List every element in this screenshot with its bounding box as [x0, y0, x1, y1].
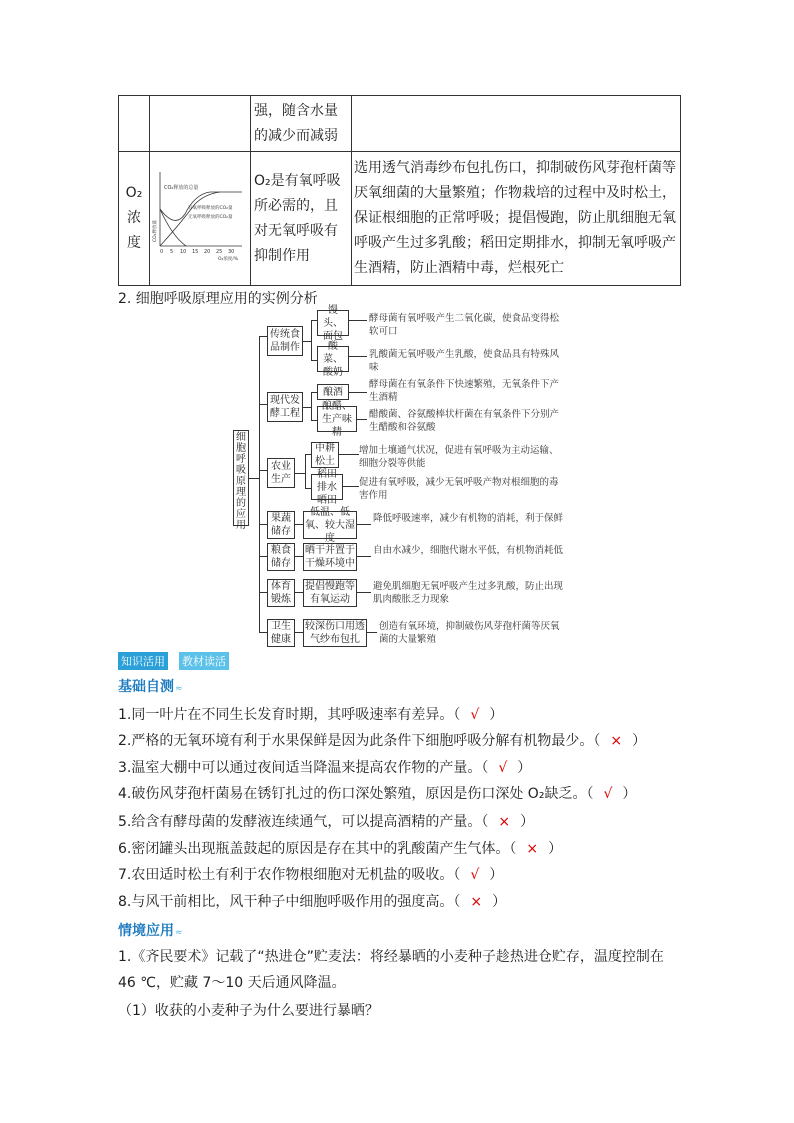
check-mark: √ [470, 867, 480, 883]
curve3-label: 无氧呼吸释放的CO₂量 [188, 215, 233, 220]
table-cell [251, 152, 352, 286]
tick: 25 [216, 249, 223, 255]
tick: 5 [170, 249, 174, 255]
item-box: 低温、低氧、较大湿度 [305, 506, 355, 544]
connector [259, 336, 260, 632]
table-cell [251, 96, 352, 152]
item-box: 酸菜、酸奶 [317, 346, 349, 372]
anaerobic-curve [160, 209, 186, 246]
table-text: O₂是有氧呼吸所必需的，且对无氧呼吸有抑制作用 [254, 172, 341, 264]
factor-table [118, 95, 681, 286]
item-box: 酿醋、生产味精 [317, 406, 357, 432]
group-box: 传统食品制作 [267, 326, 303, 356]
subheading-basic: 基础自测≈ [118, 679, 183, 695]
item-desc: 醋酸菌、谷氨酸棒状杆菌在有氧条件下分别产生醋酸和谷氨酸 [369, 409, 560, 433]
table-cell [352, 96, 681, 152]
table-text: 选用透气消毒纱布包扎伤口，抑制破伤风芽孢杆菌等厌氧细菌的大量繁殖；作物栽培的过程中及时松土，保证根细胞的正常呼吸；提倡慢跑，防止肌细胞无氧呼吸产生过多乳酸；稻田定期排水，抑制无氧呼吸产生酒精，防止酒精中毒，烂根死亡 [354, 160, 676, 276]
group-box: 粮食储存 [267, 543, 295, 571]
cross-mark: × [526, 841, 539, 857]
tick: 0 [160, 249, 164, 255]
tick: 10 [180, 249, 187, 255]
tick: 20 [204, 249, 211, 255]
quiz-item: 5.给含有酵母菌的发酵液连续通气，可以提高酒精的产量。（ × ） [118, 814, 535, 830]
mindmap [225, 304, 575, 650]
item-desc: 降低呼吸速率，减少有机物的消耗，利于保鲜 [373, 513, 564, 524]
group-box: 体育锻炼 [267, 579, 295, 607]
table-cell [150, 96, 251, 152]
item-desc: 增加土壤通气状况，促进有氧呼吸为主动运输、细胞分裂等供能 [359, 445, 559, 469]
item-desc: 酵母菌有氧呼吸产生二氧化碳，使食品变得松软可口 [369, 313, 560, 337]
badge-knowledge: 知识活用 [118, 652, 168, 670]
quiz-item: 8.与风干前相比，风干种子中细胞呼吸作用的强度高。（ × ） [118, 894, 507, 910]
table-cell [352, 152, 681, 286]
connector [259, 336, 267, 337]
quiz-item: 4.破伤风芽孢杆菌易在锈钉扎过的伤口深处繁殖，原因是伤口深处 O₂缺乏。（ √ ） [118, 786, 637, 802]
item-box: 稻田排水晒田 [311, 474, 343, 500]
table-text: 强，随含水量的减少而减弱 [254, 102, 338, 144]
curve2-label: 有氧呼吸释放的CO₂量 [188, 206, 233, 211]
group-box: 现代发酵工程 [267, 392, 303, 422]
quiz-item: 3.温室大棚中可以通过夜间适当降温来提高农作物的产量。（ √ ） [118, 760, 532, 776]
factor-text: O₂浓度 [125, 185, 143, 251]
x-label: O₂浓度/% [218, 257, 239, 262]
x-ticks [160, 249, 234, 255]
section-title: 2. 细胞呼吸原理应用的实例分析 [118, 291, 318, 307]
item-desc: 自由水减少，细胞代谢水平低，有机物消耗低 [373, 545, 564, 556]
quiz-item: 2.严格的无氧环境有利于水果保鲜是因为此条件下细胞呼吸分解有机物最少。（ × ） [118, 733, 647, 749]
question-1: 1.《齐民要术》记载了“热进仓”贮麦法：将经暴晒的小麦种子趁热进仓贮存，温度控制在 46 ℃，贮藏 7～10 天后通风降温。 [118, 949, 664, 991]
quiz-item: 6.密闭罐头出现瓶盖鼓起的原因是存在其中的乳酸菌产生气体。（ × ） [118, 841, 563, 857]
item-box: 酿酒 [317, 384, 349, 400]
connector [249, 478, 259, 479]
item-desc: 酵母菌在有氧条件下快速繁殖，无氧条件下产生酒精 [369, 379, 560, 403]
check-mark: √ [603, 786, 613, 802]
tick: 15 [192, 249, 199, 255]
cross-mark: × [470, 894, 483, 910]
item-desc: 避免肌细胞无氧呼吸产生过多乳酸，防止出现肌肉酸胀乏力现象 [373, 581, 564, 605]
item-box: 晒干并置于干燥环境中 [305, 545, 355, 569]
item-box: 提倡慢跑等有氧运动 [305, 581, 355, 605]
o2-graph-cell [150, 152, 251, 286]
group-box: 卫生健康 [267, 619, 295, 647]
mindmap-root: 细胞呼吸原理的应用 [233, 430, 249, 526]
table-cell [119, 96, 150, 152]
quiz-item: 7.农田适时松土有利于农作物根细胞对无机盐的吸收。（ √ ） [118, 867, 504, 883]
cross-mark: × [610, 733, 623, 749]
item-box: 馒头、面包 [317, 310, 349, 336]
tick: 30 [228, 249, 235, 255]
question-1-1: （1）收获的小麦种子为什么要进行暴晒？ [118, 1003, 379, 1019]
group-box: 农业生产 [267, 458, 295, 488]
factor-label [119, 152, 150, 286]
cross-mark: × [498, 814, 511, 830]
curve1-label: CO₂释放的总量 [164, 185, 199, 191]
check-mark: √ [470, 707, 480, 723]
item-desc: 创造有氧环境，抑制破伤风芽孢杆菌等厌氧菌的大量繁殖 [379, 621, 560, 645]
quiz-item: 1.同一叶片在不同生长发育时期，其呼吸速率有差异。（ √ ） [118, 707, 504, 723]
item-box: 较深伤口用透气纱布包扎 [305, 621, 365, 645]
item-desc: 乳酸菌无氧呼吸产生乳酸，使食品具有特殊风味 [369, 349, 560, 373]
group-box: 果蔬储存 [267, 511, 295, 539]
item-desc: 促进有氧呼吸，减少无氧呼吸产物对根细胞的毒害作用 [359, 477, 559, 501]
o2-co2-graph [150, 154, 250, 274]
y-label: CO₂释放量 [153, 220, 158, 242]
check-mark: √ [498, 760, 508, 776]
item-box: 中耕松土 [311, 442, 339, 468]
subheading-situation: 情境应用≈ [118, 923, 183, 939]
badge-textbook: 教材读活 [179, 652, 229, 670]
